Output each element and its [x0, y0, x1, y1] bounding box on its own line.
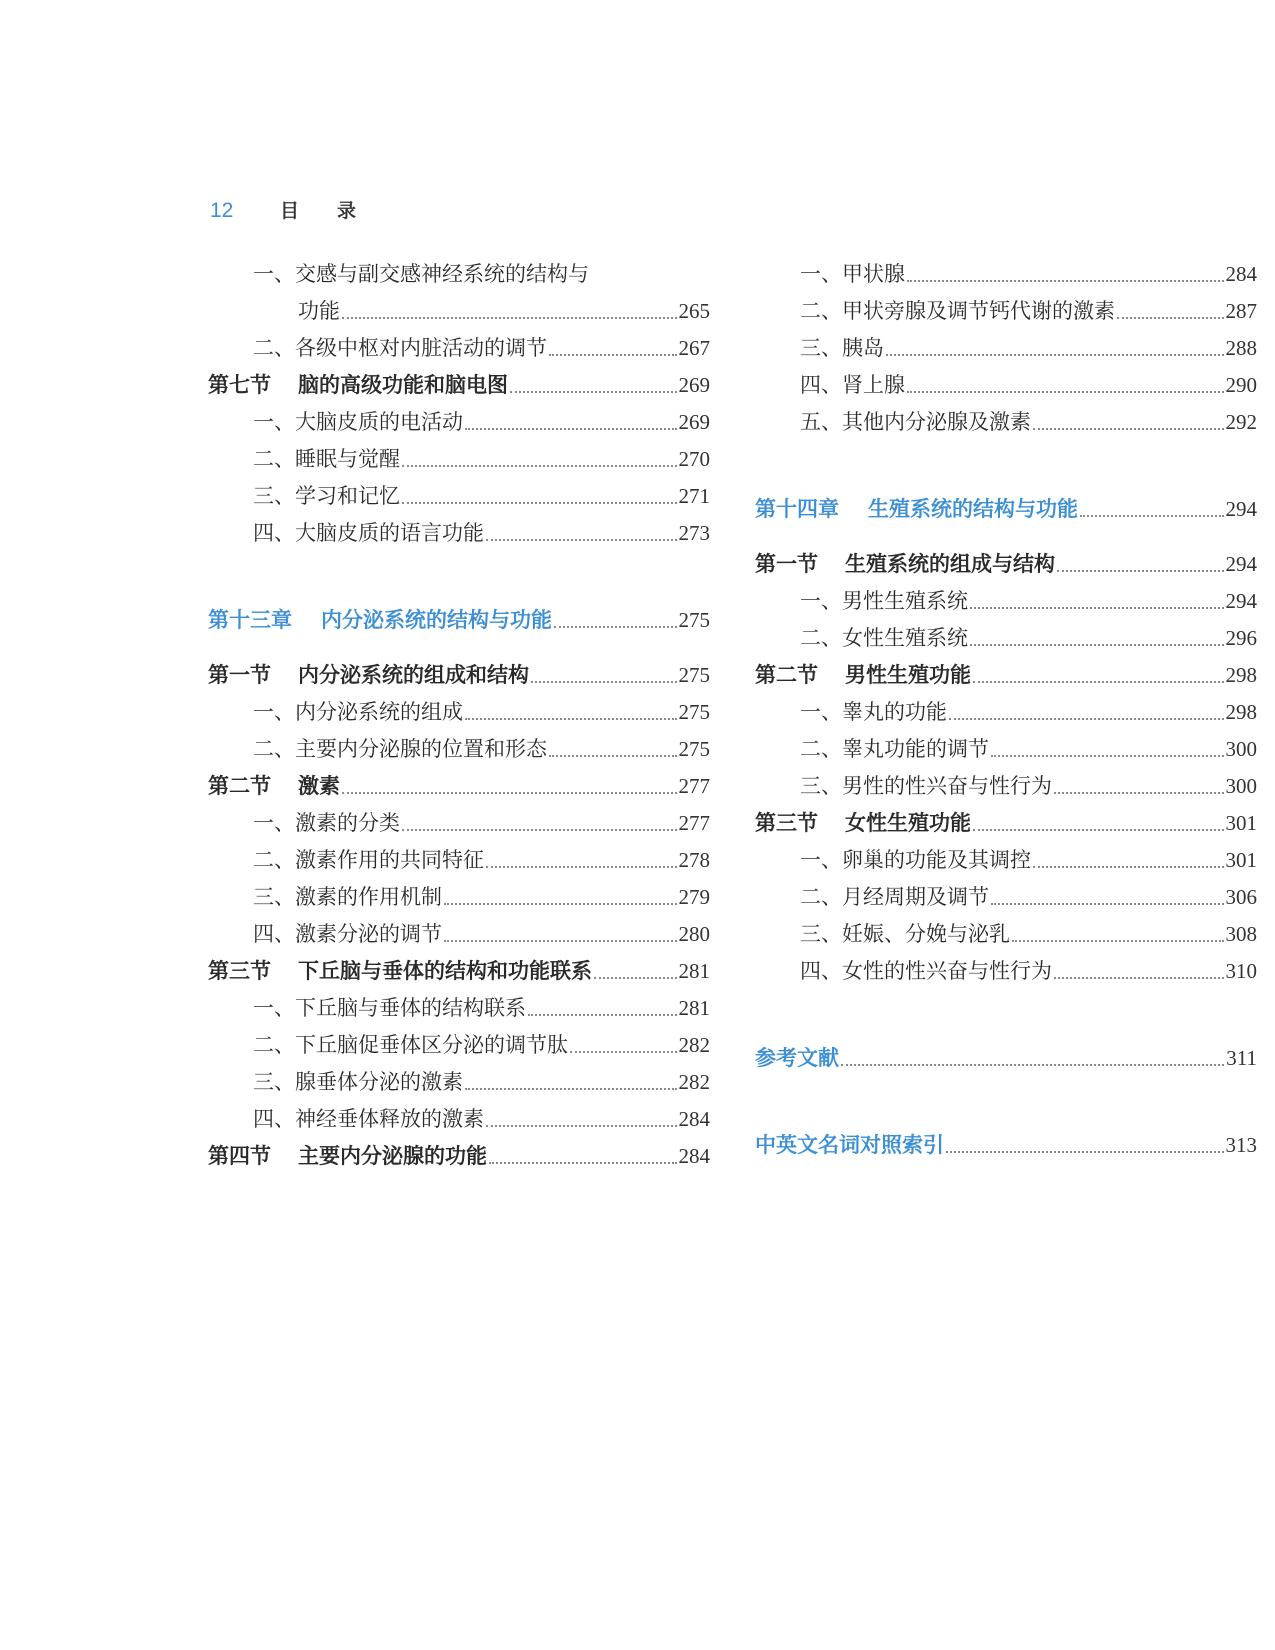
dot-leader	[907, 280, 1224, 282]
dot-leader	[991, 903, 1224, 905]
toc-entry-title: 二、甲状旁腺及调节钙代谢的激素	[800, 299, 1115, 323]
dot-leader	[554, 626, 677, 628]
toc-entry-label	[208, 367, 508, 404]
dot-leader	[402, 465, 677, 467]
toc-entry-title: 内分泌系统的组成和结构	[298, 663, 529, 687]
toc-entry-title: 二、女性生殖系统	[800, 626, 968, 650]
toc-item-entry[interactable]	[755, 330, 1257, 367]
toc-item-entry[interactable]	[208, 805, 710, 842]
toc-page-number: 281	[678, 959, 710, 983]
toc-entry-label	[253, 694, 463, 731]
toc-entry-title: 二、月经周期及调节	[800, 885, 989, 909]
toc-entry-label	[800, 367, 905, 404]
toc-entry-label	[800, 293, 1115, 330]
toc-entry-title: 一、男性生殖系统	[800, 589, 968, 613]
toc-entry-label	[253, 805, 400, 842]
toc-entry-title: 激素	[298, 774, 340, 798]
toc-chapter-entry[interactable]	[755, 491, 1257, 528]
dot-leader	[342, 792, 677, 794]
toc-entry-label	[208, 768, 340, 805]
dot-leader	[489, 1162, 677, 1164]
toc-entry-label	[755, 1127, 944, 1164]
toc-section-entry[interactable]	[208, 953, 710, 990]
chapter-number: 第十三章	[208, 608, 292, 632]
dot-leader	[970, 644, 1224, 646]
toc-entry-label	[208, 953, 592, 990]
toc-item-entry[interactable]	[208, 879, 710, 916]
toc-entry-label	[253, 404, 463, 441]
dot-leader	[444, 940, 677, 942]
toc-item-entry[interactable]	[208, 404, 710, 441]
toc-item-entry[interactable]	[208, 1101, 710, 1138]
dot-leader	[1033, 866, 1224, 868]
page-number: 12	[210, 199, 234, 222]
toc-page-number: 310	[1225, 959, 1257, 983]
toc-entry-title: 三、妊娠、分娩与泌乳	[800, 922, 1010, 946]
toc-page-number: 294	[1225, 497, 1257, 521]
toc-entry-title: 三、激素的作用机制	[253, 885, 442, 909]
toc-page-number: 292	[1225, 410, 1257, 434]
toc-entry-title: 一、下丘脑与垂体的结构联系	[253, 996, 526, 1020]
toc-entry-title: 内分泌系统的结构与功能	[321, 608, 552, 632]
toc-page-number: 313	[1225, 1133, 1257, 1157]
dot-leader	[531, 681, 677, 683]
dot-leader	[1117, 317, 1224, 319]
toc-item-entry[interactable]	[208, 478, 710, 515]
chapter-number: 第十四章	[755, 497, 839, 521]
toc-item-entry[interactable]	[208, 330, 710, 367]
toc-page-number: 278	[678, 848, 710, 872]
toc-entry-label	[253, 330, 547, 367]
toc-entry-label	[253, 441, 400, 478]
toc-entry-title: 五、其他内分泌腺及激素	[800, 410, 1031, 434]
toc-page-number: 279	[678, 885, 710, 909]
section-number: 第二节	[208, 774, 271, 798]
toc-item-entry[interactable]	[755, 367, 1257, 404]
toc-spacer	[755, 441, 1257, 491]
dot-leader	[486, 866, 677, 868]
toc-page-number: 282	[678, 1070, 710, 1094]
toc-entry-label	[755, 546, 1055, 583]
dot-leader	[594, 977, 677, 979]
toc-entry-title: 二、睡眠与觉醒	[253, 447, 400, 471]
toc-page-number: 298	[1225, 663, 1257, 687]
toc-entry-title: 男性生殖功能	[845, 663, 971, 687]
toc-spacer	[755, 1077, 1257, 1127]
toc-entry-title: 一、甲状腺	[800, 262, 905, 286]
toc-entry-label	[208, 602, 552, 639]
toc-page-number: 280	[678, 922, 710, 946]
dot-leader	[510, 391, 677, 393]
toc-entry-label	[208, 657, 529, 694]
toc-entry-title: 女性生殖功能	[845, 811, 971, 835]
dot-leader	[549, 354, 677, 356]
toc-page-number: 273	[678, 521, 710, 545]
section-number: 第一节	[755, 552, 818, 576]
dot-leader	[991, 755, 1224, 757]
toc-entry-label	[800, 330, 884, 367]
toc-page-number: 294	[1225, 552, 1257, 576]
dot-leader	[465, 1088, 677, 1090]
dot-leader	[973, 681, 1224, 683]
toc-entry-title: 二、主要内分泌腺的位置和形态	[253, 737, 547, 761]
toc-entry-label	[800, 694, 947, 731]
toc-spacer	[208, 552, 710, 602]
toc-page-number: 300	[1225, 774, 1257, 798]
toc-entry-label	[800, 879, 989, 916]
dot-leader	[1054, 977, 1224, 979]
toc-page-number: 277	[678, 774, 710, 798]
toc-page-number: 269	[678, 373, 710, 397]
toc-item-entry[interactable]	[755, 620, 1257, 657]
header-title: 目录	[280, 200, 395, 222]
toc-entry-title: 生殖系统的组成与结构	[845, 552, 1055, 576]
toc-entry-title: 功能	[298, 299, 340, 323]
toc-page-number: 296	[1225, 626, 1257, 650]
toc-page-number: 271	[678, 484, 710, 508]
toc-page-number: 275	[678, 737, 710, 761]
toc-page-number: 311	[1226, 1046, 1257, 1070]
toc-entry-label	[253, 1027, 568, 1064]
toc-section-entry[interactable]	[755, 546, 1257, 583]
toc-entry-title: 四、大脑皮质的语言功能	[253, 521, 484, 545]
toc-entry-label	[800, 953, 1052, 990]
toc-entry-label	[253, 990, 526, 1027]
toc-item-cont-entry[interactable]	[208, 293, 710, 330]
dot-leader	[570, 1051, 677, 1053]
toc-page-number: 284	[1225, 262, 1257, 286]
toc-item-entry[interactable]	[755, 768, 1257, 805]
toc-entry-label	[253, 731, 547, 768]
toc-section-entry[interactable]	[755, 805, 1257, 842]
dot-leader	[1057, 570, 1224, 572]
dot-leader	[1054, 792, 1224, 794]
toc-section-entry[interactable]	[208, 768, 710, 805]
toc-item-entry[interactable]	[208, 1064, 710, 1101]
toc-page-number: 294	[1225, 589, 1257, 613]
toc-page-number: 277	[678, 811, 710, 835]
toc-entry-title: 一、睾丸的功能	[800, 700, 947, 724]
toc-item-entry[interactable]	[755, 404, 1257, 441]
toc-entry-title: 生殖系统的结构与功能	[868, 497, 1078, 521]
toc-entry-label	[800, 583, 968, 620]
toc-item-entry[interactable]	[208, 515, 710, 552]
toc-page-number: 275	[678, 608, 710, 632]
toc-entry-title: 三、腺垂体分泌的激素	[253, 1070, 463, 1094]
toc-entry-title: 四、神经垂体释放的激素	[253, 1107, 484, 1131]
dot-leader	[886, 354, 1224, 356]
toc-entry-title: 一、激素的分类	[253, 811, 400, 835]
dot-leader	[465, 428, 677, 430]
dot-leader	[402, 829, 677, 831]
toc-page-number: 301	[1225, 848, 1257, 872]
dot-leader	[486, 539, 677, 541]
toc-entry-label	[800, 731, 989, 768]
toc-page-number: 288	[1225, 336, 1257, 360]
toc-entry-title: 四、女性的性兴奋与性行为	[800, 959, 1052, 983]
toc-entry-label	[800, 256, 905, 293]
toc-page-number: 265	[678, 299, 710, 323]
toc-item-entry[interactable]	[208, 256, 710, 293]
toc-item-entry[interactable]	[208, 916, 710, 953]
toc-entry-label	[755, 657, 971, 694]
dot-leader	[949, 718, 1224, 720]
dot-leader	[528, 1014, 677, 1016]
toc-entry-title: 参考文献	[755, 1046, 839, 1070]
toc-item-entry[interactable]	[208, 694, 710, 731]
toc-chapter-entry[interactable]	[755, 1127, 1257, 1164]
dot-leader	[1080, 515, 1224, 517]
toc-entry-title: 三、男性的性兴奋与性行为	[800, 774, 1052, 798]
toc-section-entry[interactable]	[755, 657, 1257, 694]
toc-page-number: 308	[1225, 922, 1257, 946]
toc-entry-label	[253, 842, 484, 879]
dot-leader	[444, 903, 677, 905]
toc-item-entry[interactable]	[755, 694, 1257, 731]
section-number: 第三节	[208, 959, 271, 983]
toc-right-column	[755, 256, 1257, 1164]
toc-item-entry[interactable]	[755, 256, 1257, 293]
toc-entry-label	[253, 916, 442, 953]
toc-entry-title: 二、下丘脑促垂体区分泌的调节肽	[253, 1033, 568, 1057]
toc-item-entry[interactable]	[208, 441, 710, 478]
toc-entry-label	[253, 515, 484, 552]
toc-page-number: 300	[1225, 737, 1257, 761]
dot-leader	[907, 391, 1224, 393]
dot-leader	[402, 502, 677, 504]
toc-entry-title: 一、卵巢的功能及其调控	[800, 848, 1031, 872]
toc-spacer	[755, 990, 1257, 1040]
toc-item-entry[interactable]	[755, 953, 1257, 990]
toc-entry-title: 二、睾丸功能的调节	[800, 737, 989, 761]
toc-section-entry[interactable]	[208, 1138, 710, 1175]
toc-entry-title: 一、内分泌系统的组成	[253, 700, 463, 724]
toc-entry-title: 一、大脑皮质的电活动	[253, 410, 463, 434]
toc-entry-title: 中英文名词对照索引	[755, 1133, 944, 1157]
toc-entry-label	[800, 404, 1031, 441]
toc-entry-label	[253, 879, 442, 916]
toc-spacer	[208, 639, 710, 657]
dot-leader	[841, 1064, 1224, 1066]
toc-entry-label	[800, 842, 1031, 879]
toc-entry-label	[208, 1138, 487, 1175]
toc-page-number: 301	[1225, 811, 1257, 835]
toc-entry-title: 下丘脑与垂体的结构和功能联系	[298, 959, 592, 983]
page-header	[210, 196, 394, 223]
toc-page-number: 270	[678, 447, 710, 471]
toc-entry-label	[253, 1101, 484, 1138]
toc-item-entry[interactable]	[755, 916, 1257, 953]
toc-item-entry[interactable]	[208, 842, 710, 879]
dot-leader	[1012, 940, 1224, 942]
toc-entry-title: 三、学习和记忆	[253, 484, 400, 508]
toc-entry-title: 二、激素作用的共同特征	[253, 848, 484, 872]
toc-page-number: 306	[1225, 885, 1257, 909]
toc-section-entry[interactable]	[208, 657, 710, 694]
toc-entry-title: 二、各级中枢对内脏活动的调节	[253, 336, 547, 360]
dot-leader	[973, 829, 1224, 831]
toc-page-number: 298	[1225, 700, 1257, 724]
toc-item-entry[interactable]	[755, 293, 1257, 330]
toc-entry-title: 主要内分泌腺的功能	[298, 1144, 487, 1168]
section-number: 第一节	[208, 663, 271, 687]
toc-entry-title: 一、交感与副交感神经系统的结构与	[253, 262, 589, 286]
toc-chapter-entry[interactable]	[755, 1040, 1257, 1077]
toc-entry-title: 三、胰岛	[800, 336, 884, 360]
toc-chapter-entry[interactable]	[208, 602, 710, 639]
section-number: 第四节	[208, 1144, 271, 1168]
toc-item-entry[interactable]	[755, 731, 1257, 768]
section-number: 第二节	[755, 663, 818, 687]
toc-page-number: 284	[678, 1107, 710, 1131]
toc-entry-label	[755, 1040, 839, 1077]
toc-item-entry[interactable]	[755, 842, 1257, 879]
toc-page-number: 269	[678, 410, 710, 434]
toc-item-entry[interactable]	[208, 731, 710, 768]
toc-entry-title: 四、激素分泌的调节	[253, 922, 442, 946]
toc-entry-label	[800, 768, 1052, 805]
dot-leader	[970, 607, 1224, 609]
toc-item-entry[interactable]	[755, 583, 1257, 620]
toc-item-entry[interactable]	[208, 1027, 710, 1064]
toc-page-number: 275	[678, 700, 710, 724]
toc-entry-label	[755, 491, 1078, 528]
toc-entry-label	[298, 293, 340, 330]
toc-entry-label	[800, 916, 1010, 953]
section-number: 第三节	[755, 811, 818, 835]
toc-spacer	[755, 528, 1257, 546]
toc-entry-label	[253, 478, 400, 515]
dot-leader	[946, 1151, 1224, 1153]
toc-page-number: 275	[678, 663, 710, 687]
dot-leader	[465, 718, 677, 720]
toc-item-entry[interactable]	[755, 879, 1257, 916]
toc-entry-label	[253, 1064, 463, 1101]
toc-entry-title: 四、肾上腺	[800, 373, 905, 397]
dot-leader	[486, 1125, 677, 1127]
toc-page-number: 281	[678, 996, 710, 1020]
toc-entry-title: 脑的高级功能和脑电图	[298, 373, 508, 397]
toc-section-entry[interactable]	[208, 367, 710, 404]
toc-item-entry[interactable]	[208, 990, 710, 1027]
dot-leader	[342, 317, 677, 319]
toc-page-number: 282	[678, 1033, 710, 1057]
dot-leader	[549, 755, 677, 757]
toc-page-number: 284	[678, 1144, 710, 1168]
section-number: 第七节	[208, 373, 271, 397]
toc-page-number: 287	[1225, 299, 1257, 323]
toc-entry-label	[800, 620, 968, 657]
toc-left-column	[208, 256, 710, 1175]
toc-page-number: 290	[1225, 373, 1257, 397]
toc-entry-label	[755, 805, 971, 842]
dot-leader	[1033, 428, 1224, 430]
toc-entry-label	[253, 256, 710, 293]
toc-page-number: 267	[678, 336, 710, 360]
